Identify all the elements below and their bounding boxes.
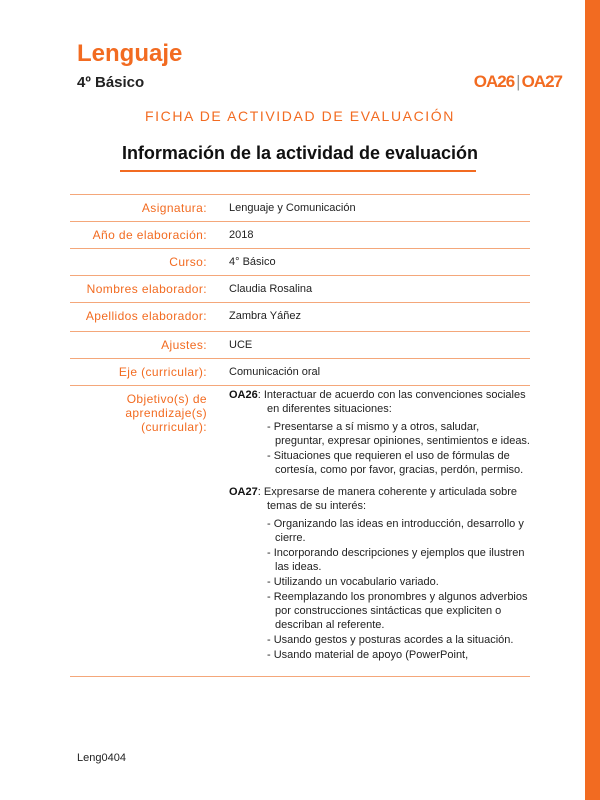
oa-codes	[474, 72, 562, 92]
row-label: Asignatura:	[141, 201, 207, 215]
objective-text: : Interactuar de acuerdo con las convenciones sociales en diferentes situaciones:	[257, 389, 526, 415]
objective-item: - Presentarse a sí mismo y a otros, saludar, preguntar, expresar opiniones, sentimientos e ideas.	[267, 421, 530, 447]
objective-oa27	[229, 485, 530, 662]
row-label: Objetivo(s) de aprendizaje(s) (curricular):	[125, 392, 207, 434]
objective-item-text: Presentarse a sí mismo y a otros, saludar, preguntar, expresar opiniones, sentimientos e ideas.	[273, 421, 530, 447]
table-row-ajustes	[70, 332, 530, 359]
oa-code: OA27	[521, 72, 562, 91]
objective-heading	[229, 388, 530, 416]
oa-separator: |	[516, 72, 520, 91]
row-value: 2018	[229, 229, 254, 241]
objective-item: - Utilizando un vocabulario variado.	[267, 576, 439, 588]
objective-item: - Usando material de apoyo (PowerPoint,	[267, 649, 469, 661]
row-value: Claudia Rosalina	[229, 283, 313, 295]
row-label: Apellidos elaborador:	[85, 309, 207, 323]
objective-items	[267, 517, 530, 662]
oa-code: OA26	[473, 72, 515, 91]
objective-code: OA26	[229, 389, 258, 401]
objective-item: - Reemplazando los pronombres y algunos adverbios por construcciones sintácticas que expliciten o describan al referente.	[267, 591, 528, 631]
table-row-eje	[70, 359, 530, 386]
row-value: Comunicación oral	[229, 366, 321, 378]
objective-item-text: Incorporando descripciones y ejemplos que ilustren las ideas.	[273, 547, 525, 573]
objective-item-text: Utilizando un vocabulario variado.	[273, 576, 439, 588]
row-value: Zambra Yáñez	[229, 310, 301, 322]
grade-label: 4º Básico	[77, 74, 145, 91]
row-label: Nombres elaborador:	[86, 282, 207, 296]
document-code: Leng0404	[77, 752, 126, 764]
table-row-apellidos	[70, 303, 530, 332]
objective-item: - Situaciones que requieren el uso de fórmulas de cortesía, como por favor, gracias, perdón, permiso.	[267, 450, 524, 476]
ficha-title: FICHA DE ACTIVIDAD DE EVALUACIÓN	[145, 108, 455, 124]
objectives-list	[229, 386, 530, 676]
subject-title: Lenguaje	[77, 40, 183, 67]
row-label: Curso:	[169, 255, 207, 269]
table-row-objetivos	[70, 386, 530, 677]
row-label: Ajustes:	[161, 338, 207, 352]
objective-item: - Usando gestos y posturas acordes a la situación.	[267, 634, 514, 646]
objective-oa26	[229, 388, 530, 477]
row-value: UCE	[229, 339, 253, 351]
objective-code: OA27	[229, 486, 258, 498]
objective-item: - Incorporando descripciones y ejemplos que ilustren las ideas.	[267, 547, 525, 573]
title-underline	[120, 170, 476, 172]
row-label: Eje (curricular):	[118, 365, 207, 379]
objective-item-text: Usando material de apoyo (PowerPoint,	[273, 649, 469, 661]
objective-item-text: Usando gestos y posturas acordes a la situación.	[273, 634, 514, 646]
objective-text: : Expresarse de manera coherente y articulada sobre temas de su interés:	[257, 486, 518, 512]
activity-info-table	[70, 194, 530, 677]
table-row-asignatura	[70, 194, 530, 222]
objective-heading	[229, 485, 530, 513]
objective-items	[267, 420, 530, 477]
table-row-anio	[70, 222, 530, 249]
table-row-curso	[70, 249, 530, 276]
info-title: Información de la actividad de evaluación	[121, 143, 479, 163]
row-value: 4° Básico	[229, 256, 276, 268]
row-value: Lenguaje y Comunicación	[229, 202, 356, 214]
objective-item-text: Reemplazando los pronombres y algunos adverbios por construcciones sintácticas que expliciten o describan al referente.	[273, 591, 528, 631]
table-row-nombres	[70, 276, 530, 303]
objective-item-text: Situaciones que requieren el uso de fórmulas de cortesía, como por favor, gracias, perdón, permiso.	[273, 450, 524, 476]
row-label: Año de elaboración:	[92, 228, 207, 242]
objective-item-text: Organizando las ideas en introducción, desarrollo y cierre.	[273, 518, 524, 544]
objective-item: - Organizando las ideas en introducción, desarrollo y cierre.	[267, 518, 524, 544]
